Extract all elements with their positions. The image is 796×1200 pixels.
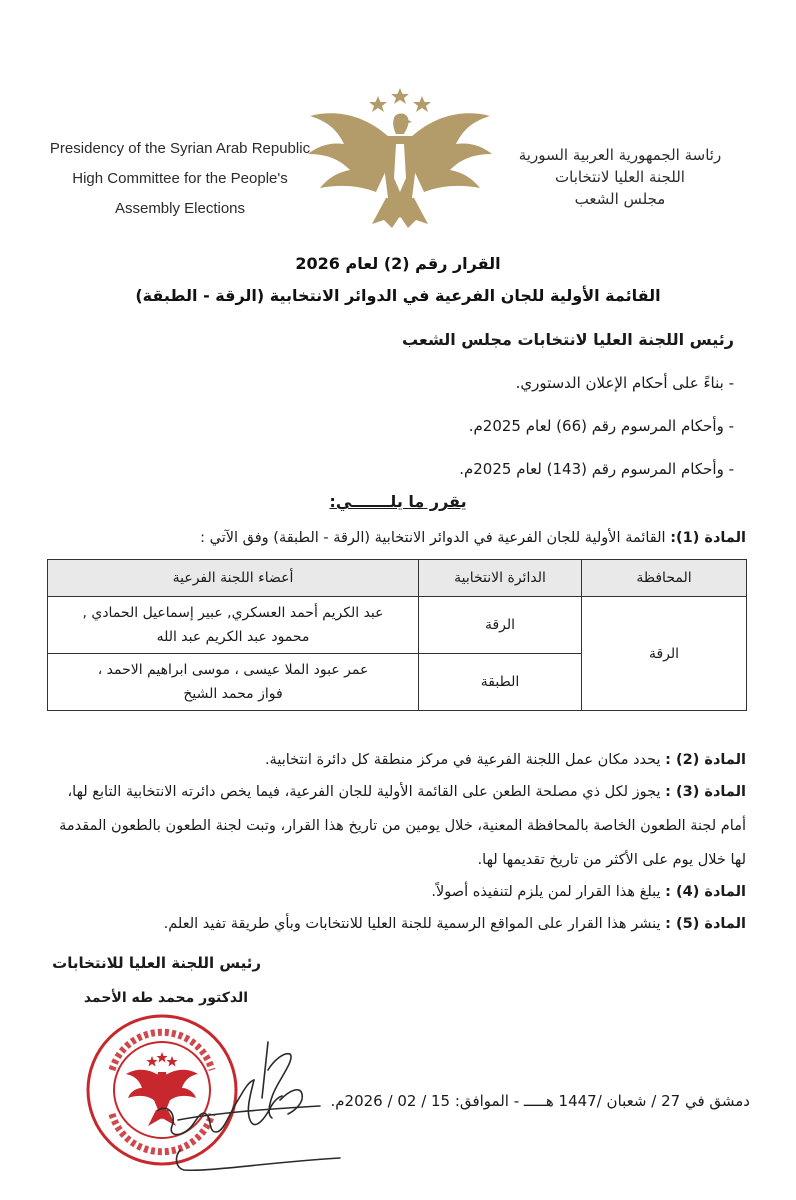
article-3: [67, 776, 746, 808]
decision-number: القرار رقم (2) لعام 2026: [295, 254, 501, 273]
header-english: [40, 134, 320, 224]
header-en-line-3: Assembly Elections: [114, 200, 246, 217]
district-cell: الرقة: [419, 597, 582, 654]
members-line: محمود عبد الكريم عبد الله: [156, 629, 310, 645]
header-ar-line-1: رئاسة الجمهورية العربية السورية: [518, 146, 722, 164]
article-label: المادة (2) :: [665, 752, 746, 768]
header-governorate: المحافظة: [582, 560, 747, 597]
header-ar-line-3: مجلس الشعب: [574, 190, 666, 208]
basis-item: - وأحكام المرسوم رقم (66) لعام 2025م.: [468, 417, 734, 435]
article-label: المادة (4) :: [665, 884, 746, 900]
table-row: [48, 597, 747, 654]
header-en-line-2: High Committee for the People's: [72, 170, 288, 187]
eagle-emblem-icon: [300, 88, 500, 238]
article-text: يحدد مكان عمل اللجنة الفرعية في مركز منطقة كل دائرة انتخابية.: [264, 752, 661, 768]
members-cell: [48, 654, 419, 711]
issuer-heading: رئيس اللجنة العليا لانتخابات مجلس الشعب: [401, 330, 734, 349]
header-en-line-1: Presidency of the Syrian Arab Republic: [49, 140, 311, 157]
article-3-line-3: لها خلال يوم على الأكثر من تاريخ تقديمها لها.: [477, 852, 746, 868]
article-text: القائمة الأولية للجان الفرعية في الدوائر الانتخابية (الرقة - الطبقة) وفق الآتي :: [200, 530, 666, 546]
article-label: المادة (3) :: [665, 784, 746, 800]
article-3-line-2: أمام لجنة الطعون الخاصة بالمحافظة المعنية، خلال يومين من تاريخ هذا القرار، وتبت لجنة الطعون بالطعون المقدمة: [59, 818, 746, 834]
members-line: عبد الكريم أحمد العسكري, عبير إسماعيل الحمادي ,: [82, 605, 384, 621]
basis-item: - وأحكام المرسوم رقم (143) لعام 2025م.: [459, 460, 734, 478]
article-label: المادة (5) :: [665, 916, 746, 932]
article-text: ينشر هذا القرار على المواقع الرسمية للجنة العليا للانتخابات وبأي طريقة تفيد العلم.: [163, 916, 661, 932]
decides-heading: يقرر ما يلـــــــي:: [329, 492, 467, 511]
header-district: الدائرة الانتخابية: [419, 560, 582, 597]
district-cell: الطبقة: [419, 654, 582, 711]
members-line: عمر عبود الملا عيسى ، موسى ابراهيم الاحمد ،: [97, 662, 369, 678]
article-text: يجوز لكل ذي مصلحة الطعن على القائمة الأولية للجان الفرعية، فيما يخص دائرته الانتخابية التابع لها،: [67, 784, 661, 800]
header-ar-line-2: اللجنة العليا لانتخابات: [555, 168, 685, 186]
article-1: [200, 522, 746, 554]
handwritten-signature: [150, 1040, 350, 1180]
article-label: المادة (1):: [670, 530, 746, 546]
date-line: دمشق في 27 / شعبان /1447 هـــــ - الموافق: 15 / 02 / 2026م.: [330, 1092, 750, 1110]
subcommittee-table: [47, 559, 747, 711]
table-header-row: [48, 560, 747, 597]
article-2: [265, 744, 746, 776]
article-text: يبلغ هذا القرار لمن يلزم لتنفيذه أصولاً.: [431, 884, 661, 900]
decision-subject: القائمة الأولية للجان الفرعية في الدوائر الانتخابية (الرقة - الطبقة): [135, 286, 661, 305]
basis-item: - بناءً على أحكام الإعلان الدستوري.: [515, 374, 734, 392]
article-4: [431, 876, 746, 908]
article-5: [164, 908, 746, 940]
header-members: أعضاء اللجنة الفرعية: [48, 560, 419, 597]
signatory-name: الدكتور محمد طه الأحمد: [83, 990, 248, 1006]
signatory-title: رئيس اللجنة العليا للانتخابات: [52, 954, 261, 972]
members-line: فواز محمد الشيخ: [183, 686, 283, 702]
header-arabic: [500, 144, 740, 210]
members-cell: [48, 597, 419, 654]
governorate-cell: الرقة: [582, 597, 747, 711]
